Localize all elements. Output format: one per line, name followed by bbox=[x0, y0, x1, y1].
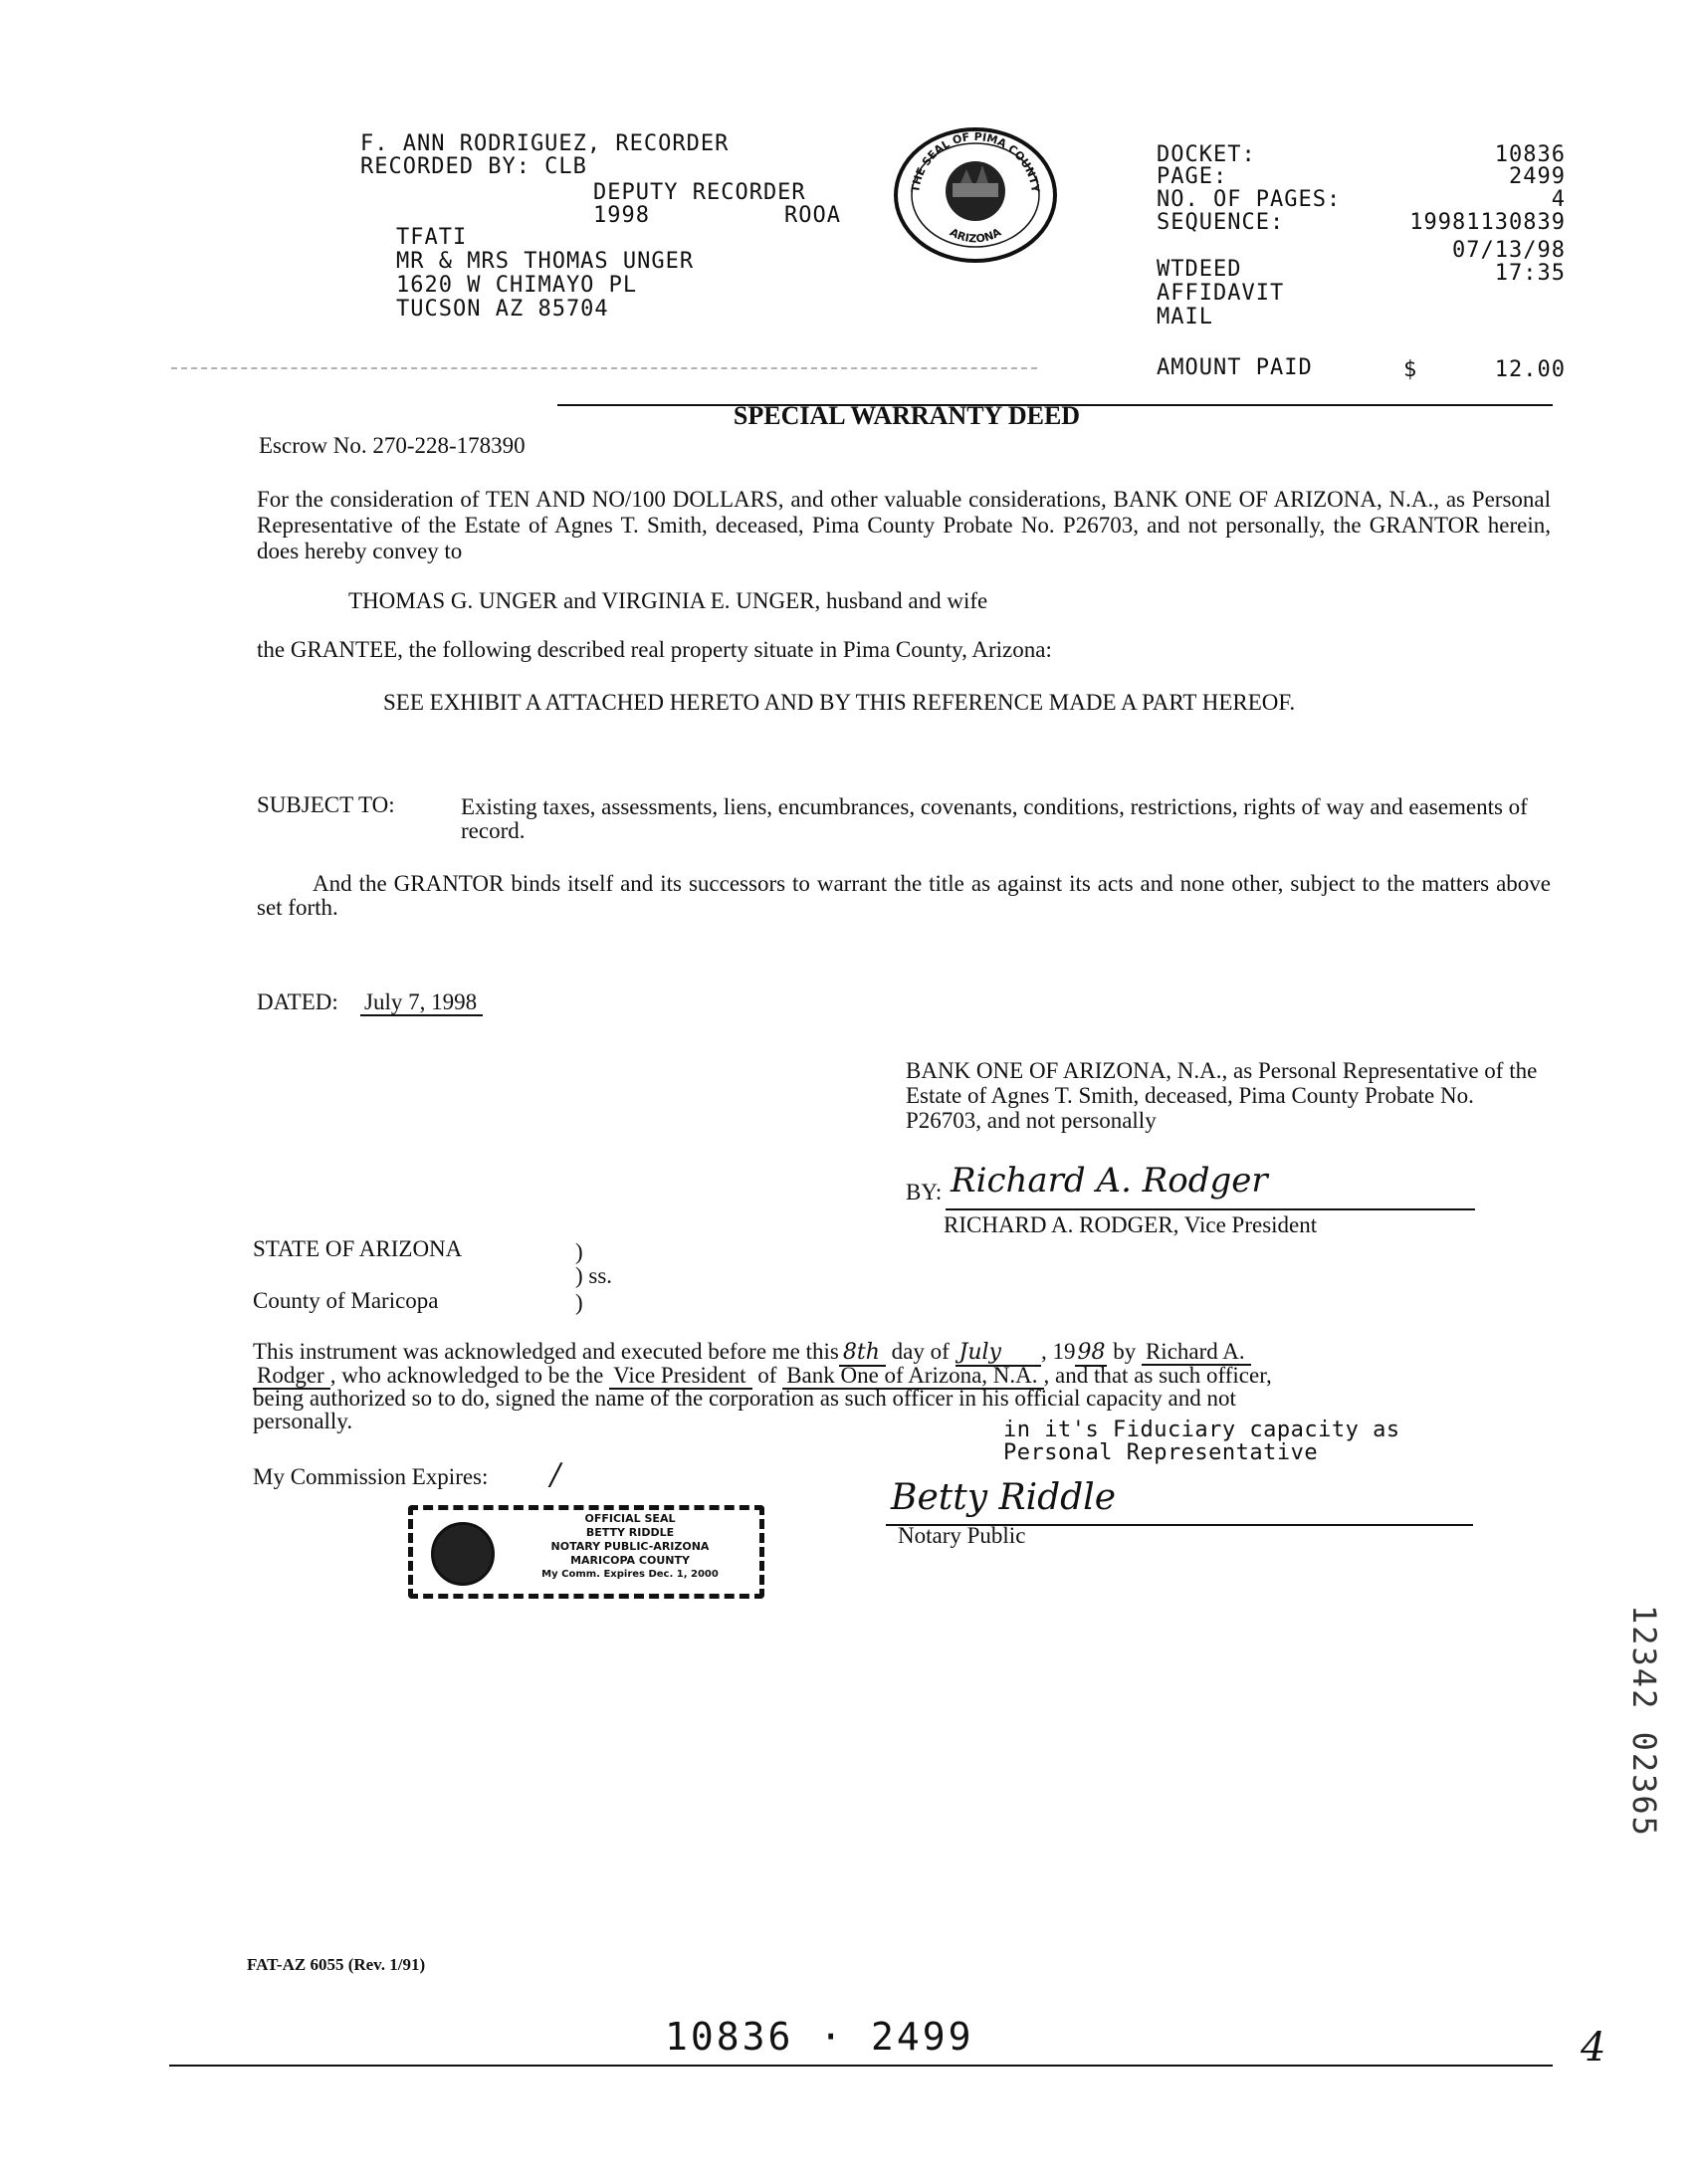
return-line-3: 1620 W CHIMAYO PL bbox=[396, 273, 638, 298]
docket-value: 10836 bbox=[1494, 142, 1566, 167]
form-number: FAT-AZ 6055 (Rev. 1/91) bbox=[247, 1955, 426, 1974]
ack-company: Bank One of Arizona, N.A. bbox=[782, 1363, 1043, 1390]
page-mark: 4 bbox=[1581, 2025, 1606, 2071]
ack-text-7: , and that as such officer, bbox=[1043, 1363, 1272, 1388]
deed-title: SPECIAL WARRANTY DEED bbox=[733, 401, 1081, 430]
ack-text-1: This instrument was acknowledged and executed before me this bbox=[253, 1339, 839, 1364]
notary-stamp-text bbox=[503, 1512, 757, 1582]
by-label: BY: bbox=[906, 1180, 943, 1204]
page-label: PAGE: bbox=[1157, 164, 1228, 189]
header-dashed-line bbox=[171, 367, 1037, 369]
document-type: WTDEED bbox=[1157, 257, 1242, 282]
footer-docket-page: 10836 · 2499 bbox=[665, 2015, 974, 2059]
ack-month: July bbox=[956, 1340, 1041, 1367]
footer-rule bbox=[169, 2065, 1553, 2067]
ack-text-3: , 19 bbox=[1040, 1339, 1076, 1364]
sequence-label: SEQUENCE: bbox=[1157, 210, 1285, 235]
exhibit-reference: SEE EXHIBIT A ATTACHED HERETO AND BY THIS REFERENCE MADE A PART HEREOF. bbox=[383, 690, 1296, 715]
notary-seal-icon bbox=[431, 1522, 495, 1586]
county-seal bbox=[891, 125, 1060, 265]
return-line-4: TUCSON AZ 85704 bbox=[396, 297, 609, 322]
stamp-line-3: NOTARY PUBLIC-ARIZONA bbox=[550, 1540, 710, 1553]
acknowledgment-line-4: personally. bbox=[253, 1409, 353, 1433]
subject-to-label: SUBJECT TO: bbox=[257, 792, 395, 817]
seal-bottom-text: ARIZONA bbox=[947, 225, 1004, 246]
recording-code: ROOA bbox=[784, 203, 841, 228]
ack-text-5: , who acknowledged to be the bbox=[329, 1363, 604, 1388]
seal-top-text: THE SEAL OF PIMA COUNTY bbox=[909, 129, 1042, 194]
fiduciary-typed-2: Personal Representative bbox=[1003, 1440, 1319, 1465]
ack-text-2: day of bbox=[891, 1339, 950, 1364]
state-label: STATE OF ARIZONA bbox=[253, 1236, 463, 1261]
stamp-line-5: My Comm. Expires Dec. 1, 2000 bbox=[541, 1569, 719, 1580]
ss-label: ) ss. bbox=[575, 1263, 613, 1288]
fiduciary-typed-1: in it's Fiduciary capacity as bbox=[1003, 1418, 1400, 1442]
state-paren: ) bbox=[575, 1239, 583, 1264]
notary-signature: Betty Riddle bbox=[891, 1477, 1117, 1518]
pages-value: 4 bbox=[1551, 187, 1566, 212]
acknowledgment-line-3: being authorized so to do, signed the name of the corporation as such officer in his official capacity and not bbox=[253, 1386, 1236, 1411]
notary-public-label: Notary Public bbox=[898, 1523, 1026, 1548]
deputy-recorder: DEPUTY RECORDER bbox=[593, 180, 806, 205]
side-stamp: 12342 02365 bbox=[1625, 1605, 1663, 1838]
grantor-signature-line bbox=[946, 1208, 1475, 1210]
ack-name-2: Rodger bbox=[253, 1363, 330, 1390]
county-paren: ) bbox=[575, 1290, 583, 1315]
recording-year: 1998 bbox=[593, 203, 650, 228]
grantor-binds-paragraph: And the GRANTOR binds itself and its successors to warrant the title as against its acts and none other, subject to the matters above set forth. bbox=[257, 871, 1551, 920]
page-value: 2499 bbox=[1509, 164, 1566, 189]
ack-text-6: of bbox=[757, 1363, 777, 1388]
ack-text-4: by bbox=[1113, 1339, 1137, 1364]
grantor-block-text: BANK ONE OF ARIZONA, N.A., as Personal Representative of the Estate of Agnes T. Smith, deceased, Pima County Probate No. P26703, and not personally bbox=[906, 1058, 1538, 1133]
mail: MAIL bbox=[1157, 305, 1213, 329]
recorder-name: F. ANN RODRIGUEZ, RECORDER bbox=[360, 131, 730, 156]
grantee-line: the GRANTEE, the following described real property situate in Pima County, Arizona: bbox=[257, 637, 1052, 662]
grantor-signature: Richard A. Rodger bbox=[951, 1161, 1268, 1201]
acknowledgment-line-2 bbox=[253, 1364, 1272, 1388]
amount-value: 12.00 bbox=[1494, 357, 1566, 382]
escrow-number: Escrow No. 270-228-178390 bbox=[259, 433, 526, 458]
grantees: THOMAS G. UNGER and VIRGINIA E. UNGER, husband and wife bbox=[348, 588, 988, 613]
return-line-1: TFATI bbox=[396, 225, 468, 250]
ack-title: Vice President bbox=[609, 1363, 751, 1390]
ack-year: 98 bbox=[1077, 1340, 1106, 1365]
return-line-2: MR & MRS THOMAS UNGER bbox=[396, 249, 695, 274]
stamp-line-4: MARICOPA COUNTY bbox=[570, 1554, 690, 1567]
sequence-value: 19981130839 bbox=[1409, 210, 1566, 235]
pages-label: NO. OF PAGES: bbox=[1157, 187, 1342, 212]
subject-to-text: Existing taxes, assessments, liens, encumbrances, covenants, conditions, restrictions, rights of way and easements of record. bbox=[461, 794, 1528, 843]
dated-value: July 7, 1998 bbox=[360, 990, 483, 1016]
dated-label: DATED: bbox=[257, 989, 338, 1014]
notary-stamp bbox=[408, 1505, 764, 1599]
signer-name: RICHARD A. RODGER, Vice President bbox=[944, 1212, 1318, 1237]
recording-time: 17:35 bbox=[1494, 261, 1566, 286]
svg-text:ARIZONA bbox=[948, 225, 1004, 245]
amount-currency: $ bbox=[1403, 357, 1418, 382]
affidavit: AFFIDAVIT bbox=[1157, 281, 1285, 306]
ack-day: 8th bbox=[839, 1340, 886, 1367]
ack-name-1: Richard A. bbox=[1142, 1339, 1251, 1366]
docket-label: DOCKET: bbox=[1157, 142, 1256, 167]
amount-label: AMOUNT PAID bbox=[1157, 355, 1313, 380]
county-label: County of Maricopa bbox=[253, 1288, 439, 1313]
recorded-by: RECORDED BY: CLB bbox=[360, 154, 587, 179]
stamp-line-2: BETTY RIDDLE bbox=[585, 1526, 675, 1539]
stamp-line-1: OFFICIAL SEAL bbox=[584, 1512, 676, 1525]
commission-label: My Commission Expires: bbox=[253, 1464, 489, 1489]
acknowledgment-line-1 bbox=[253, 1340, 1251, 1365]
consideration-paragraph: For the consideration of TEN AND NO/100 DOLLARS, and other valuable considerations, BANK ONE OF ARIZONA, N.A., as Personal Representative of the Estate of Agnes T. Smith, deceased, Pima County Probate No. P26703, and not personally, the GRANTOR herein, does hereby convey to bbox=[257, 487, 1551, 563]
recording-date: 07/13/98 bbox=[1452, 238, 1566, 263]
commission-mark: / bbox=[550, 1457, 561, 1492]
